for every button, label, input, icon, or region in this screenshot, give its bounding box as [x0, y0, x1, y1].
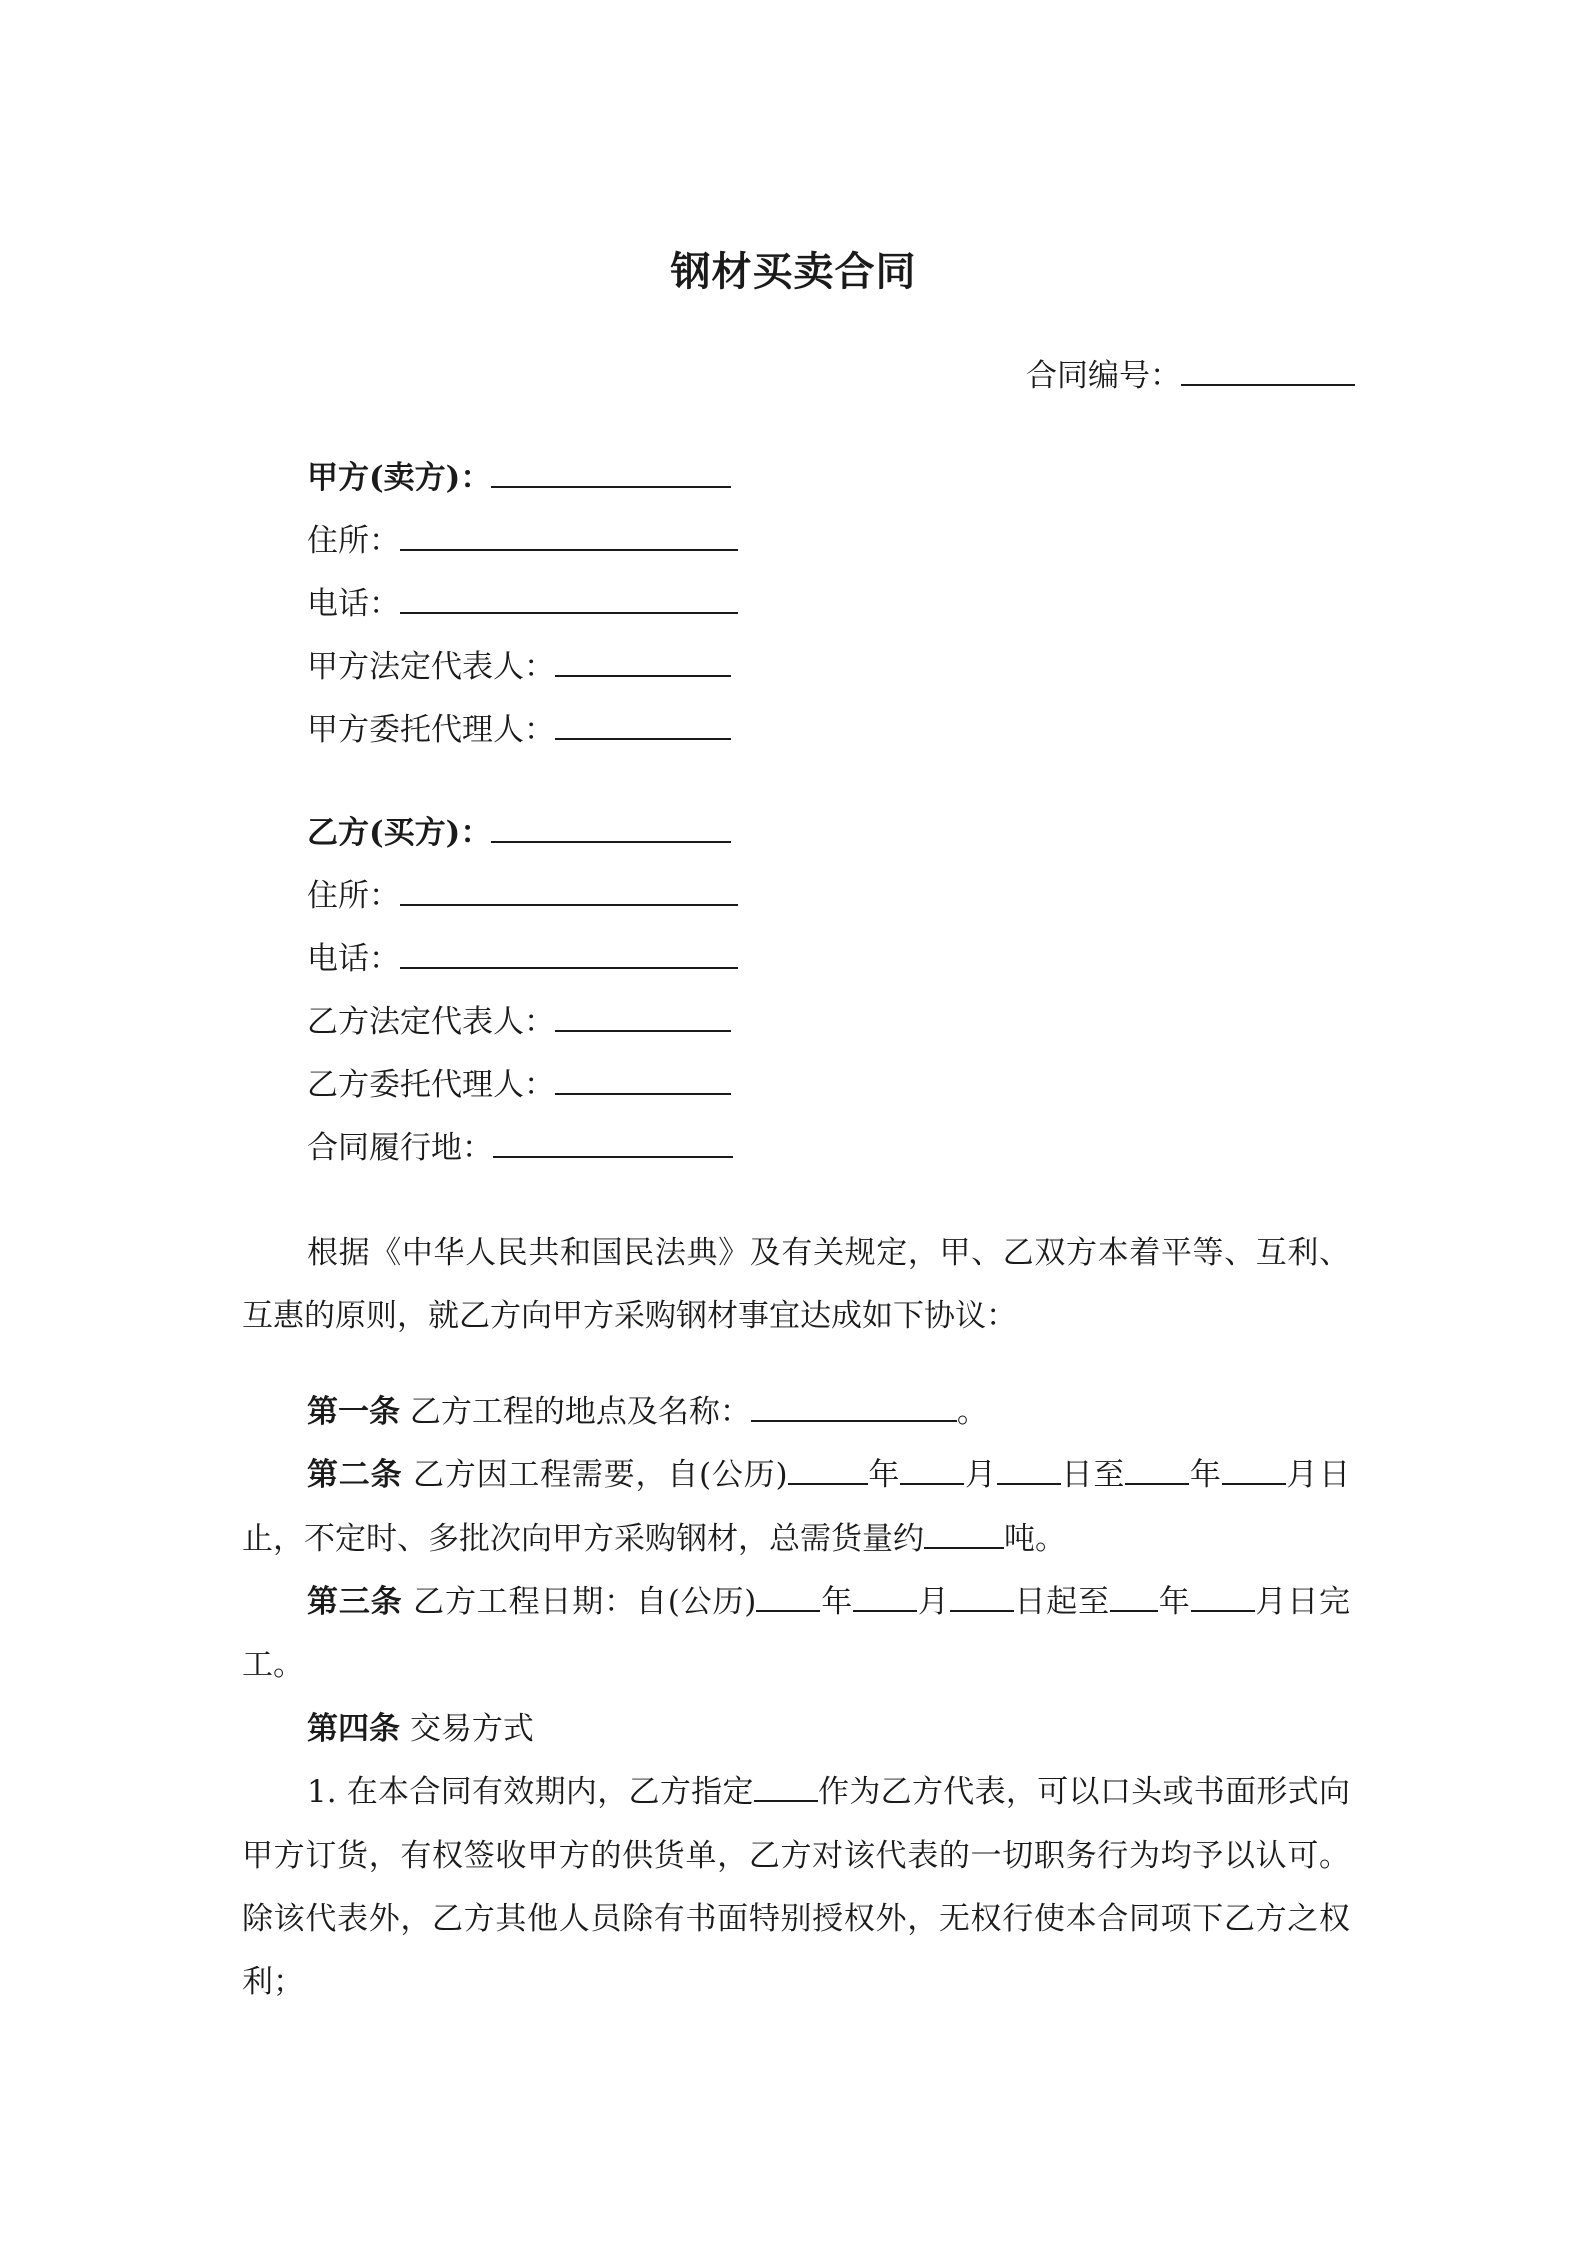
party-b-agent-label: 乙方委托代理人：: [307, 1067, 555, 1103]
article-4-label: 第四条: [307, 1710, 400, 1747]
article-2-start-year-blank: [788, 1459, 868, 1485]
party-b-phone-blank: [400, 941, 738, 969]
party-b-name-blank: [491, 815, 731, 843]
article-2-start-month-blank: [900, 1459, 964, 1485]
party-a-header-field: [307, 458, 731, 498]
article-4-representative-blank: [754, 1776, 818, 1802]
party-a-address-blank: [400, 523, 738, 551]
article-2-label: 第二条: [307, 1457, 403, 1494]
party-b-agent-field: [307, 1065, 731, 1105]
performance-place-blank: [493, 1130, 733, 1158]
article-3-month-2: 月: [1254, 1584, 1288, 1621]
article-4: [242, 1698, 1350, 1761]
contract-number-blank: [1181, 358, 1355, 386]
document-title: 钢材买卖合同: [670, 249, 917, 295]
article-2-ton: 吨。: [1004, 1520, 1066, 1557]
party-a-phone-label: 电话：: [307, 586, 400, 622]
party-a-phone-field: [307, 584, 738, 624]
party-a-legal-rep-blank: [555, 649, 731, 677]
article-4-item-1-text-b: 作为乙方代表，可以口头或书面形式向甲方订货，有权签收甲方的供货单，乙方对该代表的一切职务行为均予以认可。除该代表外，乙方其他人员除有书面特别授权外，无权行使本合同项下乙方之权利；: [242, 1774, 1350, 2001]
article-2-start-day-blank: [997, 1459, 1061, 1485]
article-2-end-year-blank: [1125, 1459, 1189, 1485]
intro-paragraph: 根据《中华人民共和国民法典》及有关规定，甲、乙双方本着平等、互利、互惠的原则，就乙方向甲方采购钢材事宜达成如下协议：: [242, 1235, 1350, 1335]
party-b-agent-blank: [555, 1067, 731, 1095]
article-2: [242, 1444, 1350, 1571]
article-1-blank: [751, 1396, 957, 1422]
party-b-phone-field: [307, 939, 738, 979]
article-2-year-1: 年: [867, 1457, 901, 1494]
article-2-month-1: 月: [964, 1457, 997, 1494]
party-a-header: 甲方(卖方)：: [307, 460, 492, 496]
party-b-legal-rep-field: [307, 1002, 731, 1042]
party-b-header: 乙方(买方)：: [307, 815, 492, 851]
article-3-end-month-blank: [1191, 1586, 1255, 1612]
party-b-legal-rep-label: 乙方法定代表人：: [307, 1004, 555, 1040]
article-3-month-1: 月: [917, 1584, 950, 1621]
article-3-year-1: 年: [820, 1584, 854, 1621]
article-1-label: 第一条: [307, 1393, 400, 1430]
article-2-end-month-blank: [1222, 1459, 1286, 1485]
article-3-text-2: 日完工。: [242, 1584, 1351, 1684]
party-b-legal-rep-blank: [555, 1004, 731, 1032]
article-3-end-year-blank: [1110, 1586, 1158, 1612]
party-a-agent-blank: [555, 712, 731, 740]
party-b-address-label: 住所：: [307, 878, 400, 914]
party-a-agent-field: [307, 710, 731, 750]
article-1-end: 。: [956, 1393, 988, 1430]
party-b-header-field: [307, 813, 731, 853]
article-3-label: 第三条: [307, 1584, 403, 1621]
party-a-legal-rep-label: 甲方法定代表人：: [307, 649, 555, 685]
article-2-text-1: 乙方因工程需要，自(公历): [413, 1457, 788, 1494]
article-4-title: 交易方式: [409, 1710, 534, 1747]
party-a-agent-label: 甲方委托代理人：: [307, 712, 555, 748]
performance-place-label: 合同履行地：: [307, 1130, 493, 1166]
article-2-year-2: 年: [1189, 1457, 1222, 1494]
article-3-year-2: 年: [1157, 1584, 1191, 1621]
article-2-month-2: 月: [1285, 1457, 1319, 1494]
article-2-day-to: 日至: [1060, 1457, 1126, 1494]
article-3-start-month-blank: [853, 1586, 917, 1612]
article-2-ton-blank: [924, 1523, 1004, 1549]
party-a-address-label: 住所：: [307, 523, 400, 559]
party-b-address-blank: [400, 878, 738, 906]
party-a-legal-rep-field: [307, 647, 731, 687]
party-a-phone-blank: [400, 586, 738, 614]
article-3: [242, 1571, 1350, 1698]
contract-number: [1026, 356, 1355, 396]
article-2-text-2: 日止，不定时、多批次向甲方采购钢材，总需货量约: [242, 1457, 1351, 1557]
party-a-address-field: [307, 521, 738, 561]
article-1-text: 乙方工程的地点及名称：: [409, 1393, 751, 1430]
article-3-day-from: 日起至: [1013, 1584, 1110, 1621]
party-b-address-field: [307, 876, 738, 916]
article-3-start-day-blank: [950, 1586, 1014, 1612]
contract-body: [242, 1222, 1350, 2015]
party-b-phone-label: 电话：: [307, 941, 400, 977]
performance-place-field: [307, 1128, 733, 1168]
party-a-name-blank: [491, 460, 731, 488]
contract-number-label: 合同编号：: [1026, 358, 1181, 394]
article-4-item-1: [242, 1761, 1350, 2015]
article-4-item-1-text-a: 1. 在本合同有效期内，乙方指定: [307, 1774, 754, 1811]
article-3-text-1: 乙方工程日期：自(公历): [413, 1584, 757, 1621]
article-1: [242, 1381, 1350, 1444]
article-3-start-year-blank: [756, 1586, 820, 1612]
